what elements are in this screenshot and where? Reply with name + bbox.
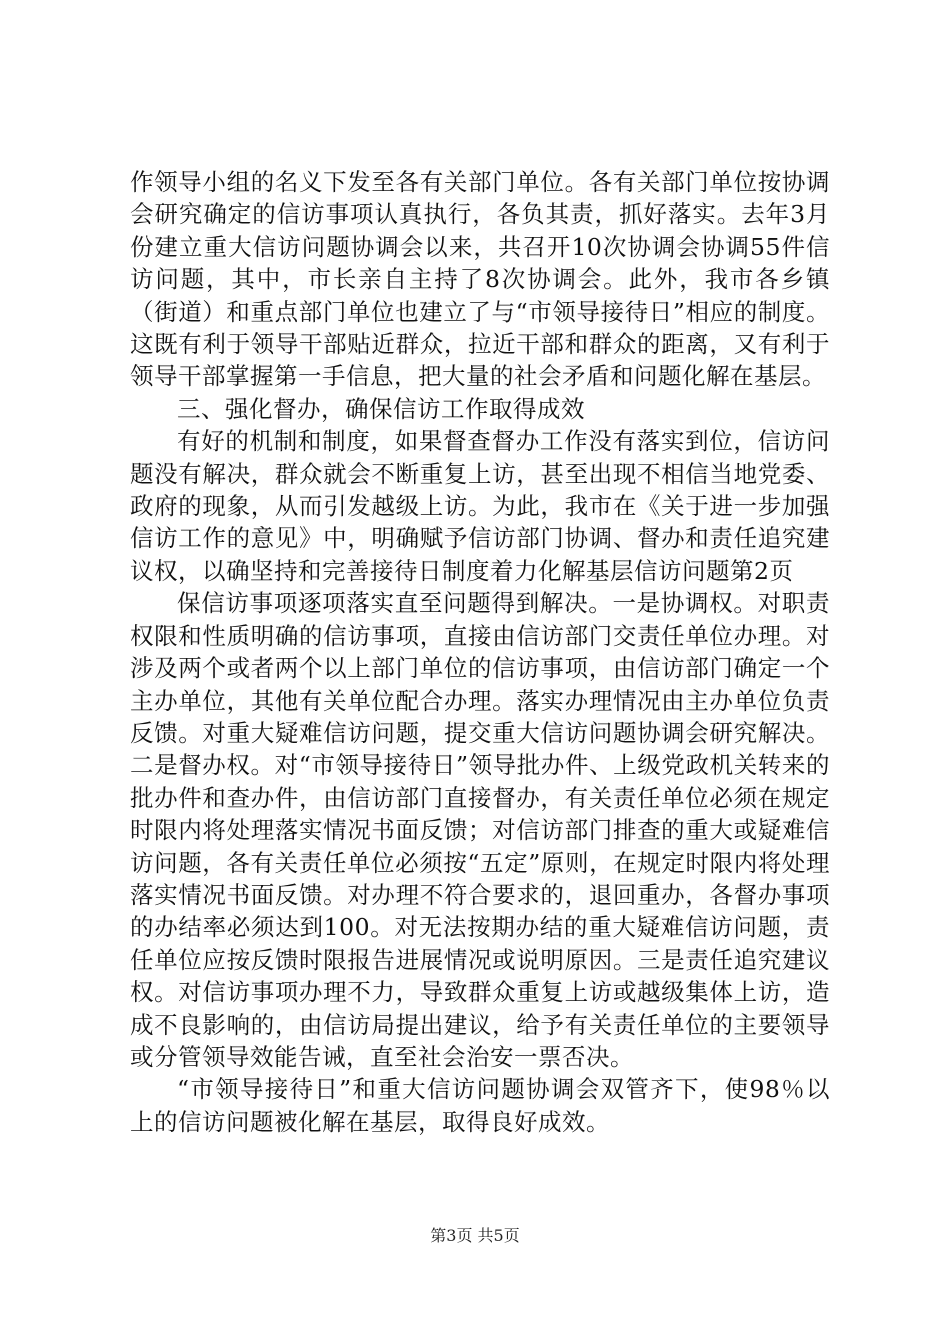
- paragraph-continuation: 作领导小组的名义下发至各有关部门单位。各有关部门单位按协调会研究确定的信访事项认真执行，各负其责，抓好落实。去年3月份建立重大信访问题协调会以来，共召开10次协调会协调55件信访问题，其中，市长亲自主持了8次协调会。此外，我市各乡镇（街道）和重点部门单位也建立了与“市领导接待日”相应的制度。这既有利于领导干部贴近群众，拉近干部和群众的距离，又有利于领导干部掌握第一手信息，把大量的社会矛盾和问题化解在基层。: [130, 168, 830, 391]
- document-body: [130, 166, 830, 1138]
- paragraph-body: 有好的机制和制度，如果督查督办工作没有落实到位，信访问题没有解决，群众就会不断重复上访，甚至出现不相信当地党委、政府的现象，从而引发越级上访。为此，我市在《关于进一步加强信访工作的意见》中，明确赋予信访部门协调、督办和责任追究建议权，以确坚持和完善接待日制度着力化解基层信访问题第2页: [130, 427, 830, 585]
- page-number-footer: 第3页 共5页: [430, 1226, 520, 1245]
- paragraph-body: 保信访事项逐项落实直至问题得到解决。一是协调权。对职责权限和性质明确的信访事项，直接由信访部门交责任单位办理。对涉及两个或者两个以上部门单位的信访事项，由信访部门确定一个主办单位，其他有关单位配合办理。落实办理情况由主办单位负责反馈。对重大疑难信访问题，提交重大信访问题协调会研究解决。二是督办权。对“市领导接待日”领导批办件、上级党政机关转来的批办件和查办件，由信访部门直接督办，有关责任单位必须在规定时限内将处理落实情况书面反馈；对信访部门排查的重大或疑难信访问题，各有关责任单位必须按“五定”原则，在规定时限内将处理落实情况书面反馈。对办理不符合要求的，退回重办，各督办事项的办结率必须达到100。对无法按期办结的重大疑难信访问题，责任单位应按反馈时限报告进展情况或说明原因。三是责任追究建议权。对信访事项办理不力，导致群众重复上访或越级集体上访，造成不良影响的，由信访局提出建议，给予有关责任单位的主要领导或分管领导效能告诫，直至社会治安一票否决。: [130, 589, 830, 1071]
- paragraph-conclusion: “市领导接待日”和重大信访问题协调会双管齐下，使98％以上的信访问题被化解在基层，取得良好成效。: [130, 1075, 830, 1136]
- section-heading: 三、强化督办，确保信访工作取得成效: [177, 394, 585, 423]
